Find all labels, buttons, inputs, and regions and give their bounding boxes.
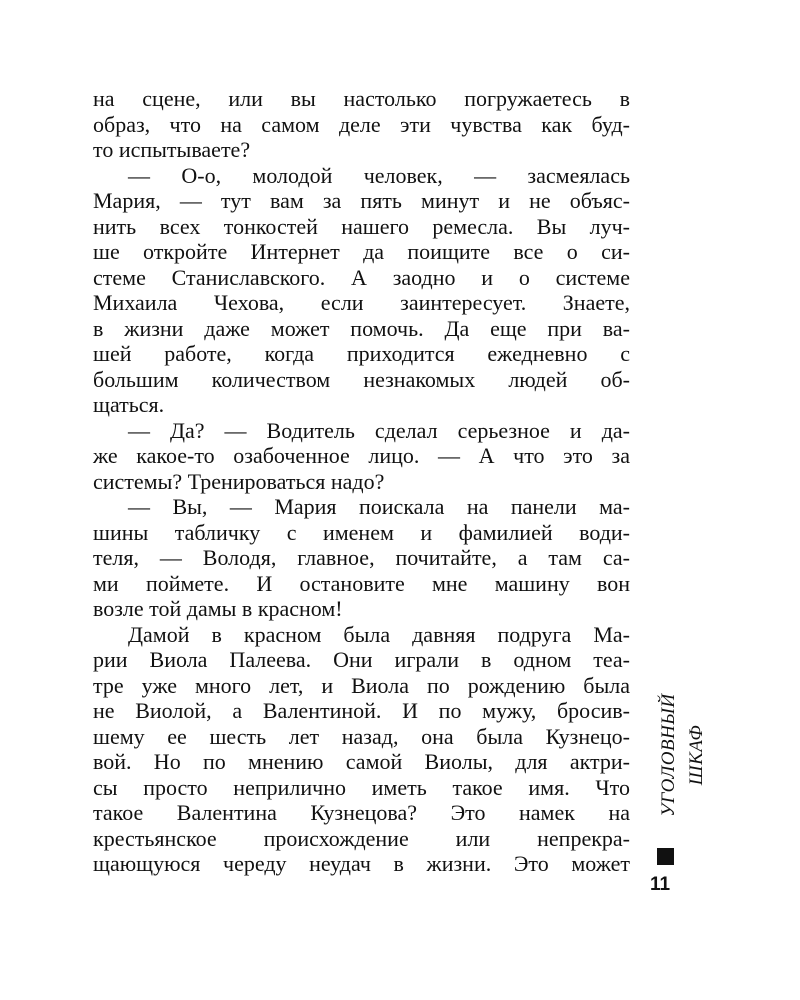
running-head-title: УГОЛОВНЫЙ ШКАФ: [658, 693, 707, 817]
text-line: теля, — Володя, главное, почитайте, а там са-: [93, 545, 630, 570]
text-line: щаться.: [93, 392, 165, 417]
text-line: шему ее шесть лет назад, она была Кузнецо-: [93, 723, 630, 749]
text-line: же какое-то озабоченное лицо. — А что это за: [93, 443, 630, 468]
square-marker-icon: [657, 848, 674, 865]
text-line: щающуюся череду неудач в жизни. Это может: [93, 851, 630, 876]
text-line: шины табличку с именем и фамилией води-: [93, 519, 630, 545]
text-line: образ, что на самом деле эти чувства как буд-: [93, 111, 630, 137]
text-line: тре уже много лет, и Виола по рождению была: [93, 672, 630, 698]
text-line: Мария, — тут вам за пять минут и не объяс-: [93, 188, 630, 213]
page-number: 11: [649, 874, 671, 895]
text-line: ми поймете. И остановите мне машину вон: [93, 570, 630, 596]
text-line: шей работе, когда приходится ежедневно с: [93, 341, 630, 366]
body-text: [93, 86, 630, 877]
text-line: рии Виола Палеева. Они играли в одном теа-: [93, 647, 630, 672]
text-line: — О-о, молодой человек, — засмеялась: [128, 162, 630, 188]
text-line: большим количеством незнакомых людей об-: [93, 366, 630, 392]
text-line: крестьянское происхождение или непрекра-: [93, 825, 630, 851]
text-line: вой. Но по мнению самой Виолы, для актри-: [93, 749, 630, 774]
text-line: Михаила Чехова, если заинтересует. Знаете,: [93, 290, 630, 315]
text-line: на сцене, или вы настолько погружаетесь в: [93, 86, 630, 111]
text-line: нить всех тонкостей нашего ремесла. Вы луч-: [93, 213, 630, 239]
text-line: в жизни даже может помочь. Да еще при ва-: [93, 315, 630, 341]
text-line: ше откройте Интернет да поищите все о си-: [93, 239, 630, 264]
text-line: сы просто неприлично иметь такое имя. Что: [93, 774, 630, 800]
text-line: — Вы, — Мария поискала на панели ма-: [128, 494, 630, 519]
text-line: не Виолой, а Валентиной. И по мужу, бросив-: [93, 698, 630, 723]
text-line: Дамой в красном была давняя подруга Ма-: [128, 621, 630, 647]
text-line: — Да? — Водитель сделал серьезное и да-: [128, 417, 630, 443]
text-line: стеме Станиславского. А заодно и о системе: [93, 264, 630, 290]
text-line: то испытываете?: [93, 137, 251, 162]
text-line: системы? Тренироваться надо?: [93, 468, 385, 494]
text-line: возле той дамы в красном!: [93, 596, 343, 621]
text-line: такое Валентина Кузнецова? Это намек на: [93, 800, 630, 825]
